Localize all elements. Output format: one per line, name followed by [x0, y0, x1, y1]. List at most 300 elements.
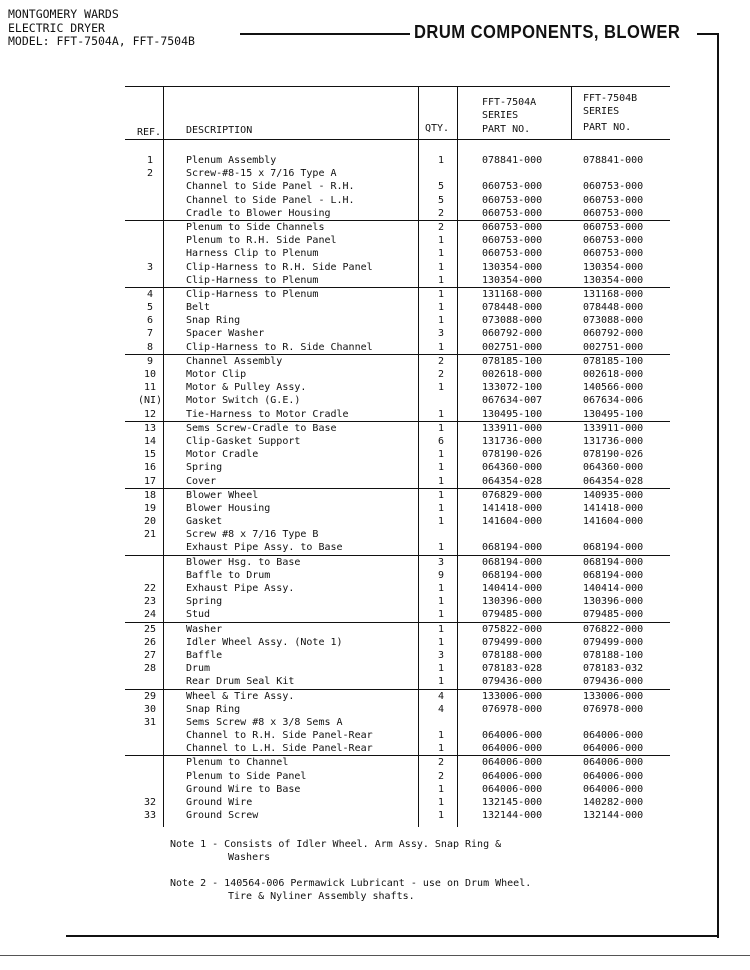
ref-cell: 18	[143, 489, 157, 501]
description-cell: Washer	[186, 623, 223, 635]
part-no-b-cell: 079499-000	[583, 636, 644, 648]
part-no-a-cell: 132144-000	[482, 810, 543, 822]
description-cell: Clip-Gasket Support	[186, 435, 301, 447]
table-row	[125, 502, 670, 515]
table-header	[125, 87, 670, 140]
description-cell: Spacer Washer	[186, 328, 265, 340]
qty-cell: 1	[437, 609, 445, 621]
part-no-b-cell: 140935-000	[583, 489, 644, 501]
ref-cell: (NI)	[137, 395, 163, 407]
table-row	[125, 528, 670, 541]
qty-cell: 1	[437, 462, 445, 474]
ref-cell: 27	[143, 649, 157, 661]
part-no-b-cell: 130354-000	[583, 261, 644, 273]
description-cell: Drum	[186, 663, 211, 675]
description-cell: Clip-Harness to Plenum	[186, 288, 319, 300]
ref-cell: 2	[146, 168, 154, 180]
description-cell: Channel to Side Panel - L.H.	[186, 194, 355, 206]
ref-cell: 29	[143, 690, 157, 702]
page-edge-rule	[0, 955, 750, 956]
ref-cell: 13	[143, 422, 157, 434]
table-row	[125, 608, 670, 622]
table-row	[125, 595, 670, 608]
part-no-b-cell: 060792-000	[583, 328, 644, 340]
qty-cell: 1	[437, 449, 445, 461]
qty-cell: 1	[437, 743, 445, 755]
description-cell: Motor & Pulley Assy.	[186, 382, 307, 394]
description-cell: Cover	[186, 475, 217, 487]
model-header	[8, 8, 195, 49]
qty-cell: 1	[437, 475, 445, 487]
ref-cell: 8	[146, 341, 154, 353]
part-no-a-cell: 141418-000	[482, 502, 543, 514]
part-no-b-cell: 131168-000	[583, 288, 644, 300]
table-row	[125, 422, 670, 435]
ref-cell: 12	[143, 408, 157, 420]
description-cell: Screw #8 x 7/16 Type B	[186, 529, 319, 541]
note-2	[170, 877, 531, 903]
right-border-rule	[717, 33, 719, 938]
part-no-a-cell: 133911-000	[482, 422, 543, 434]
qty-cell: 1	[437, 235, 445, 247]
note-1-line-1: Note 1 - Consists of Idler Wheel. Arm Assy. Snap Ring &	[170, 839, 502, 850]
part-no-b-cell: 060753-000	[583, 248, 644, 260]
part-no-a-cell: 079485-000	[482, 609, 543, 621]
table-row	[125, 207, 670, 221]
part-no-b-cell: 068194-000	[583, 569, 644, 581]
table-row	[125, 194, 670, 207]
table-row	[125, 582, 670, 595]
model-b-label: FFT-7504B	[583, 93, 638, 104]
part-no-b-cell: 131736-000	[583, 435, 644, 447]
description-cell: Idler Wheel Assy. (Note 1)	[186, 636, 343, 648]
note-1-line-2: Washers	[228, 852, 271, 863]
description-cell: Motor Cradle	[186, 449, 259, 461]
part-no-b-cell: 140566-000	[583, 382, 644, 394]
table-row	[125, 461, 670, 474]
description-cell: Sems Screw-Cradle to Base	[186, 422, 337, 434]
description-cell: Snap Ring	[186, 703, 241, 715]
part-no-a-cell: 002618-000	[482, 369, 543, 380]
table-row	[125, 327, 670, 340]
ref-cell: 31	[143, 716, 157, 728]
table-row	[125, 636, 670, 649]
description-cell: Exhaust Pipe Assy. to Base	[186, 542, 343, 554]
table-row	[125, 221, 670, 234]
ref-cell: 17	[143, 475, 157, 487]
qty-cell: 4	[437, 703, 445, 715]
ref-cell: 5	[146, 302, 154, 314]
description-cell: Channel to Side Panel - R.H.	[186, 181, 355, 193]
qty-cell: 5	[437, 194, 445, 206]
description-cell: Ground Screw	[186, 810, 259, 822]
description-column-header: DESCRIPTION	[186, 125, 253, 136]
part-no-a-cell: 078188-000	[482, 649, 543, 661]
qty-cell: 2	[437, 770, 445, 782]
table-row	[125, 368, 670, 381]
description-cell: Baffle to Drum	[186, 569, 271, 581]
part-no-a-cell: 130354-000	[482, 261, 543, 273]
model-b-series: SERIES	[583, 106, 620, 117]
table-row	[125, 742, 670, 756]
note-2-line-1: Note 2 - 140564-006 Permawick Lubricant - use on Drum Wheel.	[170, 878, 532, 889]
part-no-a-cell: 067634-007	[482, 395, 543, 407]
description-cell: Spring	[186, 596, 223, 608]
description-cell: Plenum to R.H. Side Panel	[186, 235, 337, 247]
part-no-b-cell: 002751-000	[583, 341, 644, 353]
ref-column-header: REF.	[137, 127, 162, 138]
part-no-a-cell: 073088-000	[482, 315, 543, 327]
part-no-b-cell: 002618-000	[583, 369, 644, 380]
ref-cell: 16	[143, 462, 157, 474]
description-cell: Baffle	[186, 649, 223, 661]
description-cell: Motor Clip	[186, 369, 247, 380]
part-no-b-cell: 133911-000	[583, 422, 644, 434]
ref-cell: 22	[143, 583, 157, 594]
part-no-a-cell: 068194-000	[482, 556, 543, 568]
qty-cell: 1	[437, 516, 445, 528]
ref-cell: 25	[143, 623, 157, 635]
table-row	[125, 783, 670, 796]
qty-cell: 1	[437, 623, 445, 635]
description-cell: Ground Wire	[186, 797, 253, 808]
description-cell: Belt	[186, 302, 211, 314]
table-row	[125, 515, 670, 528]
part-no-b-cell: 064006-000	[583, 730, 644, 742]
part-no-a-cell: 131168-000	[482, 288, 543, 300]
part-no-b-cell: 141604-000	[583, 516, 644, 528]
description-cell: Stud	[186, 609, 211, 621]
qty-cell: 1	[437, 315, 445, 327]
table-row	[125, 541, 670, 555]
part-no-a-cell: 060753-000	[482, 194, 543, 206]
part-no-b-cell: 078841-000	[583, 155, 644, 166]
qty-cell: 1	[437, 663, 445, 675]
qty-cell: 9	[437, 569, 445, 581]
page-title: DRUM COMPONENTS, BLOWER	[414, 22, 681, 42]
table-row	[125, 475, 670, 489]
ref-cell: 26	[143, 636, 157, 648]
table-row	[125, 649, 670, 662]
part-no-b-cell: 078185-100	[583, 355, 644, 367]
part-no-b-cell: 130396-000	[583, 596, 644, 608]
part-no-b-cell: 078448-000	[583, 302, 644, 314]
part-no-a-cell: 079499-000	[482, 636, 543, 648]
description-cell: Clip-Harness to R.H. Side Panel	[186, 261, 373, 273]
table-row	[125, 756, 670, 769]
part-no-a-cell: 130396-000	[482, 596, 543, 608]
part-no-b-cell: 078190-026	[583, 449, 644, 461]
table-row	[125, 729, 670, 742]
qty-cell: 2	[437, 757, 445, 769]
table-row	[125, 180, 670, 193]
part-no-b-cell: 130354-000	[583, 274, 644, 286]
ref-cell: 15	[143, 449, 157, 461]
description-cell: Ground Wire to Base	[186, 783, 301, 795]
table-row	[125, 355, 670, 368]
qty-cell: 1	[437, 676, 445, 688]
part-no-b-cell: 060753-000	[583, 207, 644, 219]
description-cell: Plenum Assembly	[186, 155, 277, 166]
ref-cell: 20	[143, 516, 157, 528]
table-row	[125, 314, 670, 327]
part-no-b-cell: 140282-000	[583, 797, 644, 808]
ref-cell: 21	[143, 529, 157, 541]
qty-cell: 1	[437, 422, 445, 434]
table-row	[125, 796, 670, 809]
part-no-b-cell: 078188-100	[583, 649, 644, 661]
table-row	[125, 288, 670, 301]
qty-cell: 1	[437, 288, 445, 300]
part-no-a-cell: 060792-000	[482, 328, 543, 340]
table-row	[125, 675, 670, 689]
ref-cell: 6	[146, 315, 154, 327]
qty-cell: 3	[437, 649, 445, 661]
part-no-b-cell: 073088-000	[583, 315, 644, 327]
qty-cell: 4	[437, 690, 445, 702]
part-no-b-cell: 064006-000	[583, 783, 644, 795]
qty-cell: 3	[437, 328, 445, 340]
part-no-b-cell: 067634-006	[583, 395, 644, 407]
table-row	[125, 716, 670, 729]
qty-cell: 2	[437, 355, 445, 367]
part-no-b-cell: 079485-000	[583, 609, 644, 621]
part-no-a-cell: 060753-000	[482, 207, 543, 219]
part-no-a-cell: 064006-000	[482, 730, 543, 742]
part-no-a-cell: 132145-000	[482, 797, 543, 808]
part-no-b-cell: 078183-032	[583, 663, 644, 675]
table-row	[125, 394, 670, 407]
ref-cell: 4	[146, 288, 154, 300]
table-row	[125, 569, 670, 582]
part-no-a-cell: 068194-000	[482, 569, 543, 581]
part-no-b-cell: 060753-000	[583, 181, 644, 193]
model-a-label: FFT-7504A	[482, 97, 537, 108]
part-no-b-cell: 076978-000	[583, 703, 644, 715]
qty-cell: 2	[437, 207, 445, 219]
description-cell: Plenum to Side Channels	[186, 221, 325, 233]
qty-column-header: QTY.	[425, 123, 450, 134]
parts-table	[125, 86, 670, 822]
description-cell: Snap Ring	[186, 315, 241, 327]
qty-cell: 1	[437, 730, 445, 742]
part-no-b-cell: 133006-000	[583, 690, 644, 702]
ref-cell: 23	[143, 596, 157, 608]
description-cell: Harness Clip to Plenum	[186, 248, 319, 260]
qty-cell: 1	[437, 583, 445, 594]
table-row	[125, 662, 670, 675]
part-no-b-cell: 132144-000	[583, 810, 644, 822]
ref-cell: 33	[143, 810, 157, 822]
bottom-rule	[66, 935, 718, 937]
ref-cell: 30	[143, 703, 157, 715]
qty-cell: 1	[437, 274, 445, 286]
ref-cell: 19	[143, 502, 157, 514]
part-no-a-cell: 076978-000	[482, 703, 543, 715]
table-row	[125, 703, 670, 716]
table-row	[125, 154, 670, 167]
part-no-a-cell: 133006-000	[482, 690, 543, 702]
qty-cell: 1	[437, 810, 445, 822]
qty-cell: 1	[437, 636, 445, 648]
part-no-b-cell: 079436-000	[583, 676, 644, 688]
table-row	[125, 247, 670, 260]
table-row	[125, 381, 670, 394]
description-cell: Clip-Harness to Plenum	[186, 274, 319, 286]
ref-cell: 9	[146, 355, 154, 367]
notes	[170, 838, 531, 916]
part-no-b-cell: 060753-000	[583, 194, 644, 206]
part-no-a-cell: 064360-000	[482, 462, 543, 474]
table-row	[125, 234, 670, 247]
part-no-a-cell: 140414-000	[482, 583, 543, 594]
description-cell: Motor Switch (G.E.)	[186, 395, 301, 407]
description-cell: Blower Hsg. to Base	[186, 556, 301, 568]
ref-cell: 1	[146, 155, 154, 166]
qty-cell: 1	[437, 408, 445, 420]
part-no-a-cell: 078841-000	[482, 155, 543, 166]
qty-cell: 1	[437, 382, 445, 394]
table-row	[125, 690, 670, 703]
part-no-b-cell: 060753-000	[583, 221, 644, 233]
part-no-a-cell: 068194-000	[482, 542, 543, 554]
table-row	[125, 167, 670, 180]
table-row	[125, 448, 670, 461]
part-no-b-cell: 068194-000	[583, 556, 644, 568]
title-rule-right	[697, 33, 719, 35]
description-cell: Plenum to Side Panel	[186, 770, 307, 782]
part-no-a-cell: 002751-000	[482, 341, 543, 353]
qty-cell: 1	[437, 341, 445, 353]
qty-cell: 1	[437, 302, 445, 314]
ref-cell: 7	[146, 328, 154, 340]
description-cell: Clip-Harness to R. Side Channel	[186, 341, 373, 353]
part-no-b-cell: 064006-000	[583, 770, 644, 782]
description-cell: Exhaust Pipe Assy.	[186, 583, 295, 594]
qty-cell: 1	[437, 596, 445, 608]
part-no-a-cell: 078448-000	[482, 302, 543, 314]
description-cell: Tie-Harness to Motor Cradle	[186, 408, 349, 420]
qty-cell: 1	[437, 155, 445, 166]
qty-cell: 1	[437, 261, 445, 273]
part-no-b-cell: 064006-000	[583, 757, 644, 769]
part-no-a-cell: 078185-100	[482, 355, 543, 367]
header-line-product: ELECTRIC DRYER	[8, 20, 105, 35]
description-cell: Channel to R.H. Side Panel-Rear	[186, 730, 373, 742]
description-cell: Blower Housing	[186, 502, 271, 514]
table-row	[125, 809, 670, 822]
part-no-a-cell: 064354-028	[482, 475, 543, 487]
part-no-a-cell: 064006-000	[482, 770, 543, 782]
description-cell: Screw-#8-15 x 7/16 Type A	[186, 168, 337, 180]
part-no-a-cell: 130354-000	[482, 274, 543, 286]
table-row	[125, 623, 670, 636]
model-a-part-no-header: PART NO.	[482, 124, 531, 135]
table-row	[125, 408, 670, 422]
description-cell: Wheel & Tire Assy.	[186, 690, 295, 702]
table-row	[125, 489, 670, 502]
qty-cell: 1	[437, 783, 445, 795]
ref-cell: 14	[143, 435, 157, 447]
part-no-b-cell: 140414-000	[583, 583, 644, 594]
part-no-b-cell: 064006-000	[583, 743, 644, 755]
part-no-a-cell: 141604-000	[482, 516, 543, 528]
part-no-a-cell: 064006-000	[482, 743, 543, 755]
table-row	[125, 261, 670, 274]
part-no-b-cell: 076822-000	[583, 623, 644, 635]
description-cell: Sems Screw #8 x 3/8 Sems A	[186, 716, 343, 728]
ref-cell: 24	[143, 609, 157, 621]
note-1	[170, 838, 531, 864]
table-row	[125, 341, 670, 355]
part-no-a-cell: 131736-000	[482, 435, 543, 447]
title-rule-left	[240, 33, 410, 35]
qty-cell: 1	[437, 248, 445, 260]
description-cell: Blower Wheel	[186, 489, 259, 501]
note-2-line-2: Tire & Nyliner Assembly shafts.	[228, 891, 415, 902]
part-no-a-cell: 075822-000	[482, 623, 543, 635]
header-line-model: MODEL: FFT-7504A, FFT-7504B	[8, 34, 195, 48]
model-a-series: SERIES	[482, 110, 519, 121]
description-cell: Plenum to Channel	[186, 757, 289, 769]
table-row	[125, 556, 670, 569]
part-no-a-cell: 079436-000	[482, 676, 543, 688]
table-row	[125, 435, 670, 448]
part-no-a-cell: 064006-000	[482, 783, 543, 795]
qty-cell: 5	[437, 181, 445, 193]
qty-cell: 1	[437, 797, 445, 808]
part-no-b-cell: 060753-000	[583, 235, 644, 247]
ref-cell: 32	[143, 797, 157, 808]
ref-cell: 11	[143, 382, 157, 394]
qty-cell: 1	[437, 542, 445, 554]
ref-cell: 28	[143, 663, 157, 675]
part-no-a-cell: 078183-028	[482, 663, 543, 675]
description-cell: Channel Assembly	[186, 355, 283, 367]
description-cell: Rear Drum Seal Kit	[186, 676, 295, 688]
ref-cell: 10	[143, 369, 157, 380]
model-b-part-no-header: PART NO.	[583, 122, 632, 133]
table-row	[125, 770, 670, 783]
table-row	[125, 301, 670, 314]
part-no-a-cell: 064006-000	[482, 757, 543, 769]
table-row	[125, 274, 670, 288]
part-no-a-cell: 060753-000	[482, 221, 543, 233]
part-no-b-cell: 068194-000	[583, 542, 644, 554]
part-no-b-cell: 141418-000	[583, 502, 644, 514]
description-cell: Channel to L.H. Side Panel-Rear	[186, 743, 373, 755]
part-no-a-cell: 133072-100	[482, 382, 543, 394]
part-no-a-cell: 078190-026	[482, 449, 543, 461]
qty-cell: 1	[437, 489, 445, 501]
part-no-b-cell: 064360-000	[583, 462, 644, 474]
qty-cell: 2	[437, 221, 445, 233]
qty-cell: 3	[437, 556, 445, 568]
header-line-brand: MONTGOMERY WARDS	[8, 7, 119, 21]
qty-cell: 2	[437, 369, 445, 380]
part-no-a-cell: 076829-000	[482, 489, 543, 501]
qty-cell: 1	[437, 502, 445, 514]
table-body	[125, 140, 670, 822]
description-cell: Cradle to Blower Housing	[186, 207, 331, 219]
part-no-b-cell: 064354-028	[583, 475, 644, 487]
ref-cell: 3	[146, 261, 154, 273]
description-cell: Spring	[186, 462, 223, 474]
part-no-b-cell: 130495-100	[583, 408, 644, 420]
part-no-a-cell: 060753-000	[482, 248, 543, 260]
description-cell: Gasket	[186, 516, 223, 528]
part-no-a-cell: 130495-100	[482, 408, 543, 420]
